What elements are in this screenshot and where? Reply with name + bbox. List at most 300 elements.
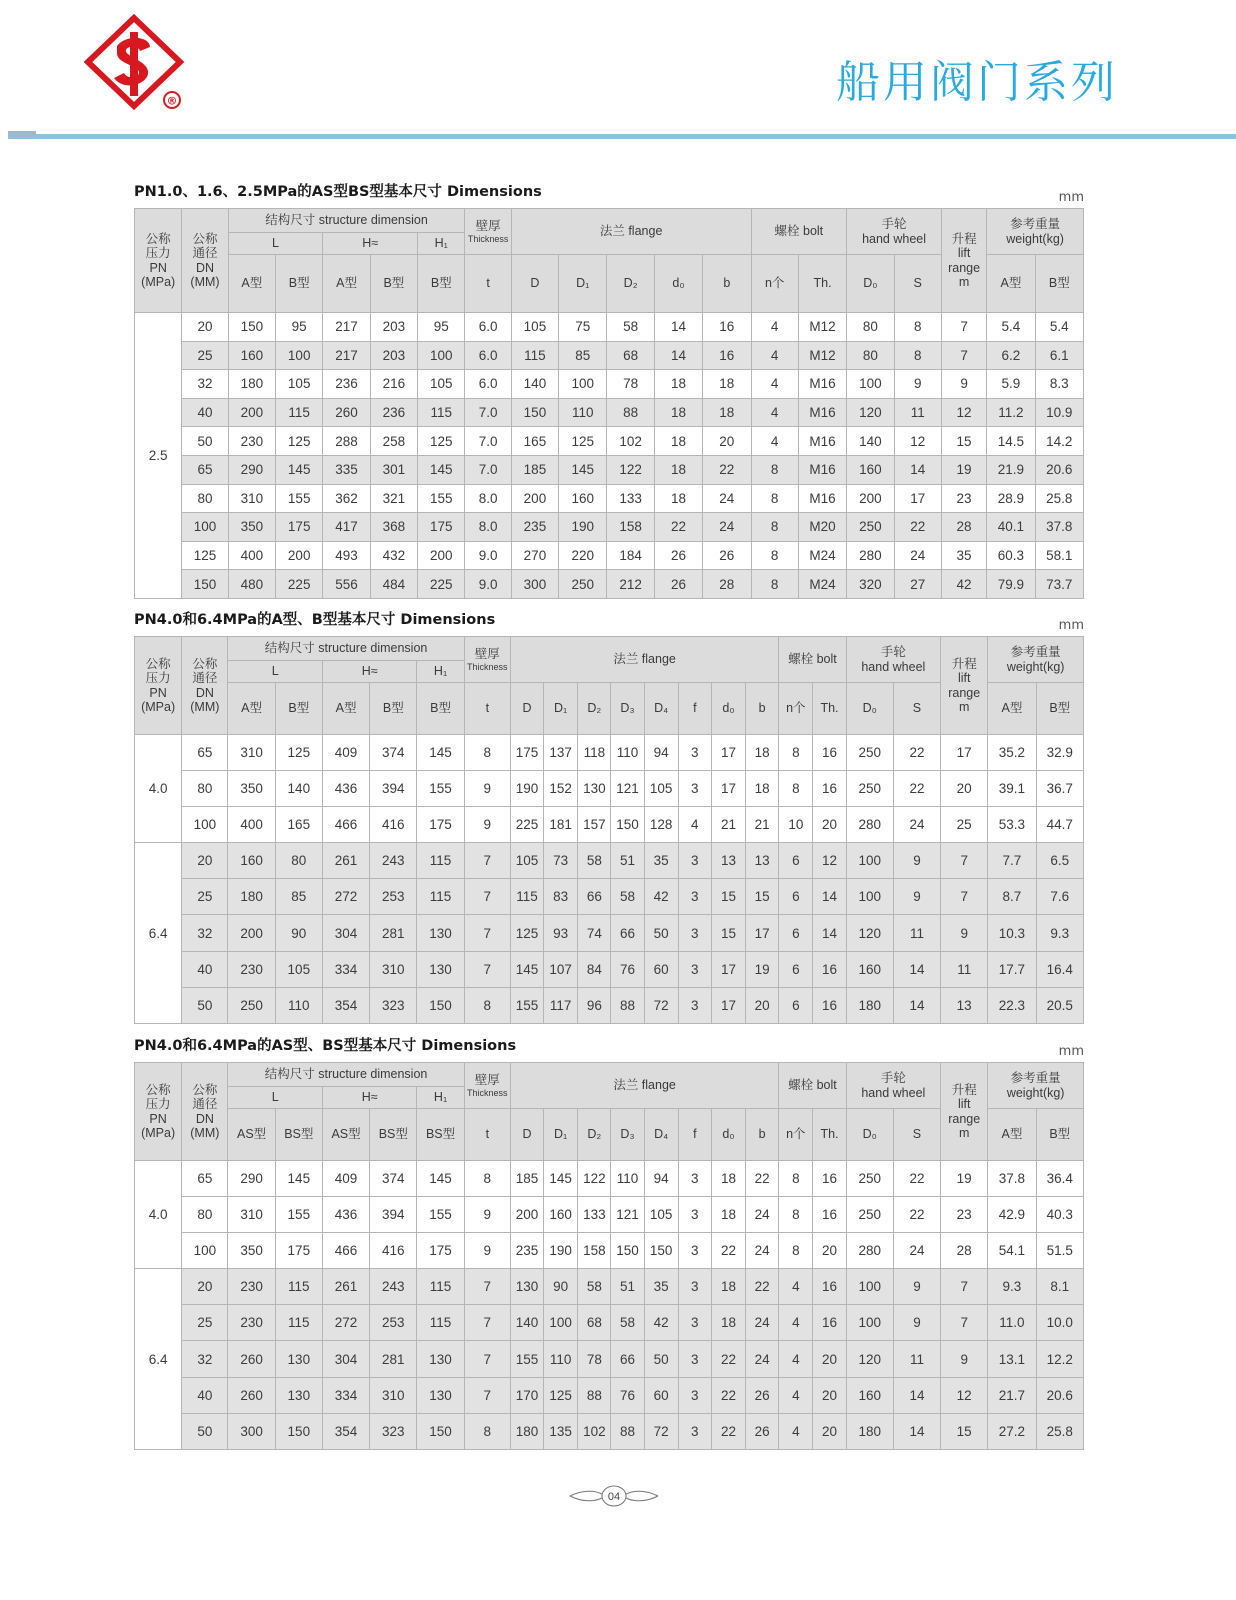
table-cell: 9.0 bbox=[465, 570, 511, 599]
table-cell: 145 bbox=[559, 455, 607, 484]
lift-cn: 升程 bbox=[951, 231, 977, 246]
table-cell: 11 bbox=[893, 1341, 940, 1377]
table-cell: 120 bbox=[847, 398, 894, 427]
table-cell: 100 bbox=[182, 807, 228, 843]
table-cell: 8 bbox=[779, 1161, 813, 1197]
table-cell: 16 bbox=[813, 1305, 846, 1341]
table-cell: 280 bbox=[847, 541, 894, 570]
table-cell: 95 bbox=[418, 313, 465, 342]
table-cell: 16.4 bbox=[1036, 951, 1083, 987]
table-cell: 19 bbox=[941, 455, 986, 484]
table-cell: 26 bbox=[746, 1413, 779, 1449]
lift-en-line: lift bbox=[957, 1097, 971, 1112]
table-cell: 122 bbox=[578, 1161, 611, 1197]
table-cell: 32 bbox=[182, 1341, 228, 1377]
lift-header bbox=[941, 637, 988, 735]
table-cell: 3 bbox=[678, 1233, 711, 1269]
flange-col-header: D₄ bbox=[644, 1109, 678, 1161]
table-cell: 25 bbox=[182, 879, 228, 915]
table-cell: 200 bbox=[511, 484, 558, 513]
table-cell: 310 bbox=[370, 951, 417, 987]
table-cell: 203 bbox=[370, 341, 417, 370]
table-cell: 436 bbox=[322, 771, 369, 807]
table-cell: 175 bbox=[275, 1233, 322, 1269]
table-cell: 28 bbox=[703, 570, 751, 599]
table-cell: 466 bbox=[322, 807, 369, 843]
table-cell: 16 bbox=[813, 735, 846, 771]
dn-header-line: (MM) bbox=[190, 1125, 220, 1140]
dn-header-line: (MM) bbox=[190, 699, 220, 714]
table-cell: 4 bbox=[779, 1377, 813, 1413]
table-cell: M12 bbox=[798, 341, 846, 370]
table-cell: 35.2 bbox=[988, 735, 1036, 771]
table-cell: 72 bbox=[644, 1413, 678, 1449]
table-cell: 10.0 bbox=[1036, 1305, 1083, 1341]
table-cell: 3 bbox=[678, 771, 711, 807]
table-cell: 145 bbox=[417, 1161, 464, 1197]
table-cell: 4 bbox=[678, 807, 711, 843]
table-cell: 3 bbox=[678, 1377, 711, 1413]
table-cell: 8 bbox=[751, 484, 798, 513]
table-cell: 4 bbox=[779, 1269, 813, 1305]
dimensions-table-2 bbox=[134, 636, 1084, 1024]
table-cell: 18 bbox=[703, 370, 751, 399]
table-row bbox=[135, 313, 1084, 342]
table-cell: 400 bbox=[228, 807, 275, 843]
handwheel-cn: 手轮 bbox=[880, 1071, 906, 1086]
table-cell: 76 bbox=[611, 1377, 644, 1413]
table-cell: 18 bbox=[654, 427, 702, 456]
table-cell: 6 bbox=[779, 987, 813, 1023]
table-cell: 160 bbox=[228, 341, 275, 370]
table-cell: 16 bbox=[813, 1197, 846, 1233]
table-cell: 23 bbox=[941, 1197, 988, 1233]
table2-title: PN4.0和6.4MPa的A型、B型基本尺寸 Dimensions bbox=[134, 612, 496, 628]
table-cell: 65 bbox=[182, 455, 228, 484]
table-cell: 73.7 bbox=[1035, 570, 1083, 599]
weight-header bbox=[988, 637, 1084, 683]
table-cell: M20 bbox=[798, 513, 846, 542]
table-cell: 217 bbox=[323, 313, 370, 342]
dn-header-line: (MM) bbox=[190, 274, 220, 289]
table-cell: 125 bbox=[559, 427, 607, 456]
table-cell: 8 bbox=[464, 735, 510, 771]
flange-col-header: b bbox=[746, 1109, 779, 1161]
table-cell: M16 bbox=[798, 455, 846, 484]
table-cell: 128 bbox=[644, 807, 678, 843]
table-cell: 301 bbox=[370, 455, 417, 484]
table-cell: 117 bbox=[544, 987, 578, 1023]
handwheel-col-header: S bbox=[894, 255, 941, 313]
table-cell: 35 bbox=[941, 541, 986, 570]
table-cell: 22 bbox=[746, 1269, 779, 1305]
table-cell: 51 bbox=[611, 843, 644, 879]
table-cell: 115 bbox=[417, 1269, 464, 1305]
table-cell: 10.9 bbox=[1035, 398, 1083, 427]
weight-col-header: B型 bbox=[1035, 255, 1083, 313]
table-cell: 90 bbox=[275, 915, 322, 951]
table-cell: 20.6 bbox=[1036, 1377, 1083, 1413]
type-header: AS型 bbox=[322, 1109, 369, 1161]
height1-header: H₁ bbox=[417, 1087, 464, 1109]
table-cell: 18 bbox=[746, 771, 779, 807]
table-cell: 9 bbox=[941, 915, 988, 951]
company-logo bbox=[84, 14, 189, 114]
table-cell: 27.2 bbox=[988, 1413, 1036, 1449]
table-cell: 184 bbox=[607, 541, 654, 570]
table-cell: 160 bbox=[846, 1377, 893, 1413]
table-cell: 4 bbox=[779, 1305, 813, 1341]
table-cell: 23 bbox=[941, 484, 986, 513]
table-cell: 9 bbox=[464, 771, 510, 807]
table-cell: 40.3 bbox=[1036, 1197, 1083, 1233]
table-cell: 51 bbox=[611, 1269, 644, 1305]
table-cell: M12 bbox=[798, 313, 846, 342]
dn-header bbox=[182, 1063, 228, 1161]
pn-header-line: PN bbox=[149, 260, 167, 275]
table-cell: 130 bbox=[417, 951, 464, 987]
table-cell: 25 bbox=[941, 807, 988, 843]
table-cell: 12.2 bbox=[1036, 1341, 1083, 1377]
flange-col-header: d₀ bbox=[711, 683, 745, 735]
table-cell: 8 bbox=[779, 735, 813, 771]
table-cell: 22 bbox=[894, 513, 941, 542]
table-cell: 12 bbox=[894, 427, 941, 456]
table-cell: 22 bbox=[893, 1197, 940, 1233]
table-cell: 15 bbox=[711, 915, 745, 951]
table-cell: 9 bbox=[464, 1197, 510, 1233]
table-cell: 100 bbox=[846, 879, 893, 915]
table-cell: 14 bbox=[893, 1377, 940, 1413]
table-cell: 175 bbox=[276, 513, 323, 542]
table-cell: 105 bbox=[510, 843, 543, 879]
table-cell: 3 bbox=[678, 1197, 711, 1233]
table-cell: 8 bbox=[779, 1233, 813, 1269]
table-cell: 105 bbox=[418, 370, 465, 399]
table-cell: 100 bbox=[846, 1305, 893, 1341]
table-cell: 18 bbox=[711, 1197, 745, 1233]
table-cell: 11 bbox=[894, 398, 941, 427]
table-cell: 3 bbox=[678, 1305, 711, 1341]
table-cell: 5.4 bbox=[1035, 313, 1083, 342]
table-cell: 235 bbox=[510, 1233, 543, 1269]
table-cell: 78 bbox=[607, 370, 654, 399]
table-cell: 14 bbox=[893, 1413, 940, 1449]
table-cell: 22 bbox=[654, 513, 702, 542]
table-cell: 18 bbox=[654, 370, 702, 399]
table-cell: 7 bbox=[464, 951, 510, 987]
table-cell: 88 bbox=[611, 987, 644, 1023]
table-cell: 90 bbox=[544, 1269, 578, 1305]
table-cell: 200 bbox=[510, 1197, 543, 1233]
table-cell: 17 bbox=[941, 735, 988, 771]
table-cell: 7 bbox=[941, 843, 988, 879]
table-cell: 258 bbox=[370, 427, 417, 456]
table-row bbox=[135, 341, 1084, 370]
bolt-col-header: Th. bbox=[813, 683, 846, 735]
table-cell: 368 bbox=[370, 513, 417, 542]
height-header: H≈ bbox=[322, 661, 416, 683]
table-cell: 14.2 bbox=[1035, 427, 1083, 456]
dn-header-line: 通径 bbox=[192, 671, 218, 686]
table-cell: 155 bbox=[276, 484, 323, 513]
table-cell: 42 bbox=[644, 1305, 678, 1341]
table-cell: M16 bbox=[798, 370, 846, 399]
table-cell: 175 bbox=[417, 1233, 464, 1269]
table-cell: 250 bbox=[228, 987, 275, 1023]
table-cell: 74 bbox=[578, 915, 611, 951]
table-cell: 10.3 bbox=[988, 915, 1036, 951]
table-cell: 22.3 bbox=[988, 987, 1036, 1023]
thickness-header bbox=[465, 209, 511, 255]
table-cell: 158 bbox=[578, 1233, 611, 1269]
handwheel-header bbox=[846, 637, 940, 683]
table-cell: 190 bbox=[544, 1233, 578, 1269]
table-cell: 24 bbox=[703, 484, 751, 513]
table-cell: 8 bbox=[779, 1197, 813, 1233]
table-cell: 323 bbox=[370, 1413, 417, 1449]
table-row bbox=[135, 807, 1084, 843]
table-cell: 200 bbox=[228, 398, 275, 427]
table-cell: 125 bbox=[510, 915, 543, 951]
pn-cell: 4.0 bbox=[135, 1161, 182, 1269]
table-cell: 22 bbox=[893, 771, 940, 807]
table-cell: 50 bbox=[182, 1413, 228, 1449]
table-cell: 6 bbox=[779, 879, 813, 915]
weight-cn: 参考重量 bbox=[1010, 1071, 1061, 1086]
bolt-header: 螺栓 bolt bbox=[779, 1063, 846, 1109]
table-cell: 115 bbox=[275, 1269, 322, 1305]
type-header: BS型 bbox=[275, 1109, 322, 1161]
table-cell: 160 bbox=[544, 1197, 578, 1233]
table-cell: 7 bbox=[464, 1377, 510, 1413]
table-cell: 18 bbox=[654, 398, 702, 427]
table-cell: 310 bbox=[228, 1197, 275, 1233]
pn-header-line: (MPa) bbox=[141, 1125, 176, 1140]
thickness-en: Thickness bbox=[467, 233, 509, 244]
table-cell: 150 bbox=[275, 1413, 322, 1449]
table-cell: 400 bbox=[228, 541, 275, 570]
table-cell: 280 bbox=[846, 807, 893, 843]
table-cell: 7.0 bbox=[465, 398, 511, 427]
weight-en: weight(kg) bbox=[1006, 231, 1064, 246]
table-row bbox=[135, 484, 1084, 513]
table-cell: 32 bbox=[182, 370, 228, 399]
table-cell: 7 bbox=[941, 1305, 988, 1341]
table-cell: 3 bbox=[678, 1269, 711, 1305]
table-cell: 3 bbox=[678, 915, 711, 951]
thickness-en: Thickness bbox=[467, 661, 508, 672]
table-cell: 42 bbox=[941, 570, 986, 599]
table-cell: 58 bbox=[611, 1305, 644, 1341]
table-cell: 22 bbox=[711, 1341, 745, 1377]
table-cell: 304 bbox=[322, 915, 369, 951]
table-cell: 150 bbox=[611, 1233, 644, 1269]
table-cell: 212 bbox=[607, 570, 654, 599]
handwheel-header bbox=[846, 1063, 940, 1109]
table-cell: 260 bbox=[228, 1377, 275, 1413]
table-cell: 260 bbox=[323, 398, 370, 427]
table-cell: 130 bbox=[417, 1377, 464, 1413]
table-cell: 362 bbox=[323, 484, 370, 513]
table-cell: 374 bbox=[370, 735, 417, 771]
table-cell: 22 bbox=[703, 455, 751, 484]
table-cell: 133 bbox=[578, 1197, 611, 1233]
table-cell: 17 bbox=[894, 484, 941, 513]
table-cell: 17 bbox=[711, 987, 745, 1023]
weight-col-header: B型 bbox=[1036, 1109, 1083, 1161]
table-cell: 100 bbox=[182, 1233, 228, 1269]
table-cell: 24 bbox=[894, 541, 941, 570]
table-cell: 85 bbox=[559, 341, 607, 370]
table-cell: 11 bbox=[941, 951, 988, 987]
table-cell: 25 bbox=[182, 341, 228, 370]
lift-en-line: m bbox=[958, 274, 970, 289]
table-cell: 6.1 bbox=[1035, 341, 1083, 370]
weight-col-header: A型 bbox=[988, 1109, 1036, 1161]
table-cell: 7 bbox=[464, 915, 510, 951]
table-cell: 121 bbox=[611, 771, 644, 807]
table-cell: 150 bbox=[644, 1233, 678, 1269]
table-cell: 140 bbox=[275, 771, 322, 807]
table-cell: 125 bbox=[276, 427, 323, 456]
table-row bbox=[135, 1341, 1084, 1377]
table-cell: 350 bbox=[228, 1233, 275, 1269]
table-cell: 100 bbox=[847, 370, 894, 399]
table-cell: 394 bbox=[370, 771, 417, 807]
table-cell: 100 bbox=[846, 843, 893, 879]
page-number: 04 bbox=[607, 1491, 621, 1503]
type-header: A型 bbox=[228, 683, 275, 735]
table-cell: 32 bbox=[182, 915, 228, 951]
table-cell: 8 bbox=[464, 1413, 510, 1449]
table-cell: 76 bbox=[611, 951, 644, 987]
table-cell: 157 bbox=[578, 807, 611, 843]
table-cell: 160 bbox=[228, 843, 275, 879]
table-cell: 6.2 bbox=[987, 341, 1035, 370]
bolt-col-header: Th. bbox=[813, 1109, 846, 1161]
flange-col-header: D₂ bbox=[607, 255, 654, 313]
table-cell: M16 bbox=[798, 484, 846, 513]
table-cell: 416 bbox=[370, 807, 417, 843]
table-cell: 68 bbox=[578, 1305, 611, 1341]
flange-col-header: D bbox=[510, 1109, 543, 1161]
pn-cell: 6.4 bbox=[135, 1269, 182, 1449]
dimensions-table-3 bbox=[134, 1062, 1084, 1450]
table-cell: 8 bbox=[751, 455, 798, 484]
table-cell: 416 bbox=[370, 1233, 417, 1269]
table-cell: 7 bbox=[464, 1341, 510, 1377]
table-cell: 60 bbox=[644, 951, 678, 987]
flange-col-header: D₂ bbox=[578, 683, 611, 735]
type-header: B型 bbox=[417, 683, 464, 735]
table-cell: 7.0 bbox=[465, 427, 511, 456]
table-cell: 14 bbox=[893, 987, 940, 1023]
table-cell: 78 bbox=[578, 1341, 611, 1377]
table-cell: 9 bbox=[893, 1269, 940, 1305]
table-cell: 175 bbox=[510, 735, 543, 771]
pn-header-line: PN bbox=[149, 685, 167, 700]
table-cell: 9 bbox=[893, 843, 940, 879]
table-cell: 145 bbox=[544, 1161, 578, 1197]
table-cell: 8.0 bbox=[465, 484, 511, 513]
table-cell: 83 bbox=[544, 879, 578, 915]
table-cell: 115 bbox=[418, 398, 465, 427]
table-cell: 17 bbox=[711, 735, 745, 771]
table-cell: 7 bbox=[941, 313, 986, 342]
flange-header: 法兰 flange bbox=[511, 209, 751, 255]
table-cell: 181 bbox=[544, 807, 578, 843]
table-cell: 35 bbox=[644, 843, 678, 879]
table-cell: 40 bbox=[182, 1377, 228, 1413]
lift-header bbox=[941, 1063, 988, 1161]
table-cell: 88 bbox=[607, 398, 654, 427]
table-cell: 130 bbox=[578, 771, 611, 807]
table-cell: 24 bbox=[746, 1197, 779, 1233]
table-cell: 80 bbox=[847, 313, 894, 342]
table-row bbox=[135, 1413, 1084, 1449]
table-cell: 145 bbox=[417, 735, 464, 771]
table-cell: 13 bbox=[711, 843, 745, 879]
table-cell: 35 bbox=[644, 1269, 678, 1305]
table-row bbox=[135, 879, 1084, 915]
weight-col-header: A型 bbox=[987, 255, 1035, 313]
table-cell: 20 bbox=[813, 1413, 846, 1449]
type-header: BS型 bbox=[370, 1109, 417, 1161]
table-cell: 135 bbox=[544, 1413, 578, 1449]
table-cell: 145 bbox=[276, 455, 323, 484]
table-cell: 3 bbox=[678, 1161, 711, 1197]
table-cell: 9 bbox=[893, 1305, 940, 1341]
table-cell: 7.6 bbox=[1036, 879, 1083, 915]
table-cell: 8.7 bbox=[988, 879, 1036, 915]
table-cell: 22 bbox=[893, 735, 940, 771]
table-cell: 75 bbox=[559, 313, 607, 342]
table-cell: 160 bbox=[846, 951, 893, 987]
table-cell: 152 bbox=[544, 771, 578, 807]
table-cell: 18 bbox=[654, 484, 702, 513]
table-cell: 200 bbox=[276, 541, 323, 570]
table-cell: 50 bbox=[182, 427, 228, 456]
table-cell: 15 bbox=[941, 1413, 988, 1449]
table-cell: 8.0 bbox=[465, 513, 511, 542]
table-cell: 18 bbox=[711, 1161, 745, 1197]
length-header: L bbox=[228, 233, 323, 255]
table-cell: 150 bbox=[511, 398, 558, 427]
table-cell: 225 bbox=[510, 807, 543, 843]
table-cell: 8 bbox=[751, 570, 798, 599]
lift-cn: 升程 bbox=[951, 656, 977, 671]
table-cell: 14.5 bbox=[987, 427, 1035, 456]
table-cell: 27 bbox=[894, 570, 941, 599]
table-cell: 155 bbox=[417, 1197, 464, 1233]
table-row bbox=[135, 987, 1084, 1023]
type-header: B型 bbox=[370, 683, 417, 735]
table-cell: 94 bbox=[644, 1161, 678, 1197]
table-cell: 9.3 bbox=[1036, 915, 1083, 951]
table-cell: 8 bbox=[751, 541, 798, 570]
table-cell: 165 bbox=[511, 427, 558, 456]
table-cell: 102 bbox=[578, 1413, 611, 1449]
table-cell: 115 bbox=[276, 398, 323, 427]
table-cell: 18 bbox=[654, 455, 702, 484]
table-cell: 107 bbox=[544, 951, 578, 987]
flange-col-header: b bbox=[746, 683, 779, 735]
table-cell: 253 bbox=[370, 879, 417, 915]
table-cell: 8 bbox=[464, 1161, 510, 1197]
structure-header: 结构尺寸 structure dimension bbox=[228, 209, 465, 233]
table-cell: 130 bbox=[417, 915, 464, 951]
